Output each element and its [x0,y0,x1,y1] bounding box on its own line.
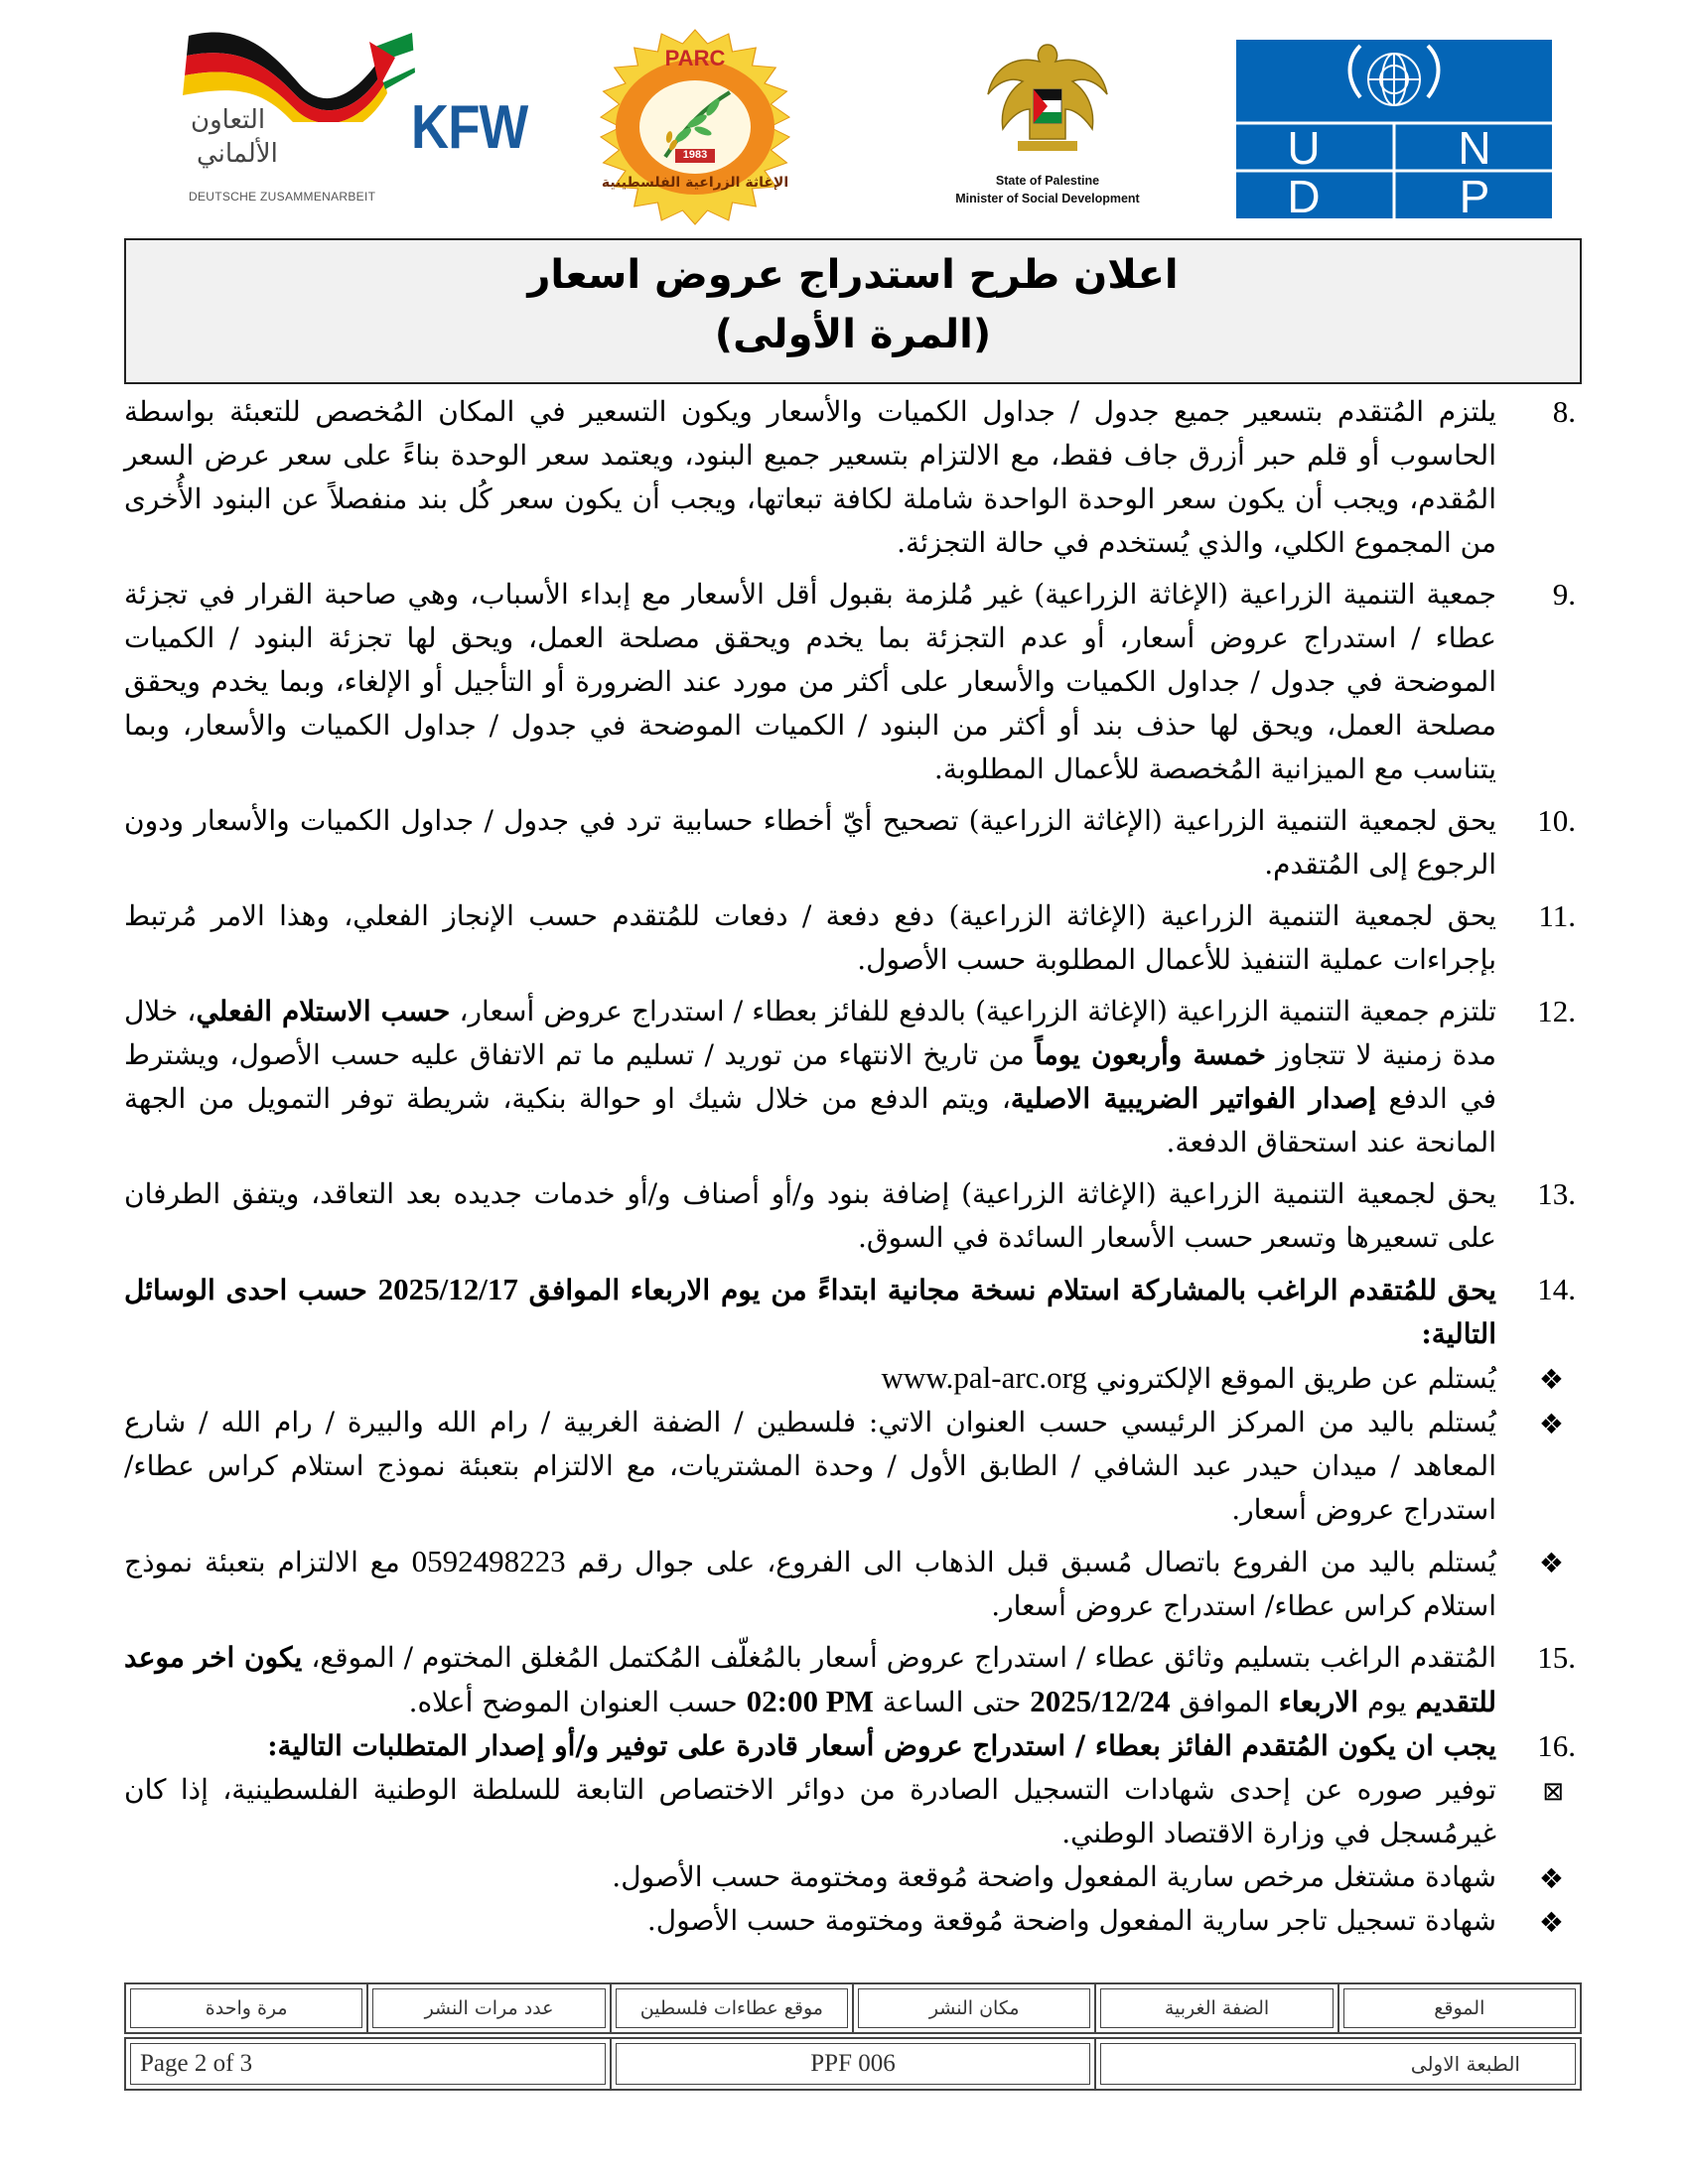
parc-logo [571,28,819,226]
clause-number: 11. [1538,898,1576,933]
clause-14-bullet-branches [124,1540,1584,1628]
clause-16-item-merchant-registration [124,1899,1584,1943]
clause-12-bold-actual-receipt: حسب الاستلام الفعلي [196,995,451,1027]
location-value: الضفة الغربية [1095,1983,1337,2033]
clause-15-part3: الموافق [1170,1686,1279,1718]
clause-12-part1: تلتزم جمعية التنمية الزراعية (الإغاثة الزراعية) بالدفع للفائز بعطاء / استدراج عروض أسعار، [450,995,1496,1027]
clause-15-part4: حتى الساعة [873,1686,1031,1718]
bullet-text: يُستلم باليد من المركز الرئيسي حسب العنوان الاتي: فلسطين / الضفة الغربية / رام الله والبيرة / رام الله / شارع المعاهد / ميدان حيدر عبد الشافي / الطابق الأول / وحدة المشتريات، مع الالتزام بتعبئة نموذج استلام كراس عطاء/ استدراج عروض أسعار. [124,1406,1496,1526]
clause-12-bold-45-days: خمسة وأربعون يوماً [1035,1038,1266,1071]
announcement-subtitle: (المرة الأولى) [714,312,992,357]
phone-number: 0592498223 [411,1544,566,1578]
website-link[interactable]: www.pal-arc.org [881,1360,1087,1395]
undp-letter-d: D [1287,171,1321,218]
clause-14-part2: حسب احدى الوسائل التالية: [124,1274,1496,1350]
location-label: الموقع [1338,1983,1581,2033]
german-flag-swoosh-icon [149,28,417,122]
page-number: Page 2 of 3 [125,2038,611,2090]
clause-12-part4: ، ويتم الدفع من خلال شيك او حوالة بنكية، شريطة توفر التمويل من الجهة المانحة عند استحقاق الدفعة. [124,1082,1496,1159]
state-of-palestine-logo [933,38,1162,216]
palestine-line2: Minister of Social Development [955,192,1140,205]
german-cooperation-logo [149,28,417,216]
document-code: PPF 006 [611,2038,1096,2090]
publication-place-label: مكان النشر [853,1983,1095,2033]
clause-13 [124,1172,1584,1260]
clause-16-item-licensed-operator [124,1855,1584,1899]
clause-12 [124,990,1584,1164]
clause-text: جمعية التنمية الزراعية (الإغاثة الزراعية) غير مُلزمة بقبول أقل الأسعار مع إبداء الأسباب، وهي صاحبة القرار في تجزئة عطاء / استدراج عروض أسعار، أو عدم التجزئة بما يخدم ويحقق مصلحة العمل، ويحق لها تجزئة البنود / الكميات الموضحة في جدول / جداول الكميات والأسعار على أكثر من مورد عند الضرورة أو التأجيل أو الإلغاء، وبما يخدم ويحقق مصلحة العمل، ويحق لها حذف بند أو أكثر من البنود / الكميات الموضحة في جدول / جداول الكميات والأسعار، وبما يتناسب مع الميزانية المُخصصة للأعمال المطلوبة. [124,578,1496,785]
diamond-bullet-icon: ❖ [1538,1862,1564,1895]
clause-text [124,1268,1496,1356]
edition: الطبعة الاولى [1095,2038,1581,2090]
diamond-bullet-icon: ❖ [1538,1547,1564,1579]
publication-count-value: مرة واحدة [125,1983,367,2033]
parc-emblem-icon [571,28,819,226]
clause-number: 14. [1537,1272,1576,1306]
clause-12-bold-invoices: إصدار الفواتير الضريبية الاصلية [1010,1082,1376,1115]
clause-12-part2: ، خلال مدة زمنية لا تتجاوز [124,995,1496,1071]
document-info-table [124,2037,1582,2091]
bullet-branches-part2: مع الالتزام بتعبئة نموذج استلام كراس عطاء/ استدراج عروض أسعار. [124,1546,1496,1622]
bullet-text: توفير صوره عن إحدى شهادات التسجيل الصادرة من دوائر الاختصاص التابعة للسلطة الوطنية الفلسطينية، إذا كان غيرمُسجل في وزارة الاقتصاد الوطني. [124,1773,1497,1849]
publication-count-label: عدد مرات النشر [367,1983,610,2033]
kfw-logo: KFW [411,93,528,162]
table-row [125,2038,1581,2090]
giz-german-text: DEUTSCHE ZUSAMMENARBEIT [189,190,376,204]
clause-number: 12. [1537,994,1576,1028]
bullet-website-text: يُستلم عن طريق الموقع الإلكتروني [1086,1362,1496,1395]
clause-16 [124,1724,1584,1768]
undp-logo [1236,40,1552,218]
clause-14-date: 2025/12/17 [377,1272,518,1306]
clause-number: 10. [1537,803,1576,838]
bullet-text [124,1540,1496,1628]
eagle-emblem-icon [933,38,1162,167]
logo-strip [119,28,1569,226]
clause-text [124,1636,1496,1724]
undp-letter-p: P [1459,171,1490,218]
clause-15-time: 02:00 PM [746,1684,874,1718]
clause-15-bold-deadline: يكون اخر موعد للتقديم [124,1641,1496,1718]
clause-text [124,990,1496,1164]
clause-15-part2: يوم [1358,1686,1416,1718]
clause-number: 16. [1537,1728,1576,1763]
bullet-text: شهادة مشتغل مرخص سارية المفعول واضحة مُوقعة ومختومة حسب الأصول. [612,1860,1496,1893]
clause-text: يحق لجمعية التنمية الزراعية (الإغاثة الزراعية) تصحيح أيّ أخطاء حسابية ترد في جدول / جداول الكميات والأسعار ودون الرجوع إلى المُتقدم. [124,804,1496,881]
clause-15-bold-day: الاربعاء [1278,1686,1359,1718]
clause-14 [124,1268,1584,1356]
parc-arabic-name: الإغاثة الزراعية الفلسطينية [601,175,789,191]
undp-letter-u: U [1287,122,1321,174]
clause-text: يلتزم المُتقدم بتسعير جميع جدول / جداول الكميات والأسعار ويكون التسعير في المكان المُخصص للتعبئة بواسطة الحاسوب أو قلم حبر أزرق جاف فقط، مع الالتزام بتسعير جميع البنود، ويعتمد سعر الوحدة بناءً على سعر عرض السعر المُقدم، ويجب أن يكون سعر الوحدة الواحدة شاملة لكافة تبعاتها، ويجب أن يكون سعر كُل بند منفصلاً عن البنود الأُخرى من المجموع الكلي، والذي يُستخدم في حالة التجزئة. [124,395,1496,559]
table-row [125,1983,1581,2033]
clause-text: يحق لجمعية التنمية الزراعية (الإغاثة الزراعية) دفع دفعة / دفعات للمُتقدم حسب الإنجاز الفعلي، وهذا الامر مُرتبط بإجراءات عملية التنفيذ للأعمال المطلوبة حسب الأصول. [124,899,1496,976]
checkbox-x-icon: ⊠ [1542,1777,1564,1807]
clause-15-part1: المُتقدم الراغب بتسليم وثائق عطاء / استدراج عروض أسعار بالمُغلّف المُكتمل المُغلق المختوم / الموقع، [302,1641,1496,1674]
clause-15 [124,1636,1584,1724]
bullet-branches-part1: يُستلم باليد من الفروع باتصال مُسبق قبل الذهاب الى الفروع، على جوال رقم [565,1546,1497,1578]
undp-letter-n: N [1458,122,1491,174]
clause-text: يحق لجمعية التنمية الزراعية (الإغاثة الزراعية) إضافة بنود و/أو أصناف و/أو خدمات جديده بعد التعاقد، ويتفق الطرفان على تسعيرها وتسعر حسب الأسعار السائدة في السوق. [124,1177,1496,1254]
diamond-bullet-icon: ❖ [1538,1363,1564,1396]
bullet-text: شهادة تسجيل تاجر سارية المفعول واضحة مُوقعة ومختومة حسب الأصول. [646,1904,1496,1937]
clause-number: 15. [1537,1640,1576,1675]
clause-11 [124,894,1584,982]
parc-name: PARC [664,46,726,70]
palestine-line1: State of Palestine [995,174,1100,188]
diamond-bullet-icon: ❖ [1538,1906,1564,1939]
clause-8 [124,390,1584,565]
clause-15-part5: حسب العنوان الموضح أعلاه. [408,1686,747,1718]
parc-year: 1983 [682,149,708,161]
bullet-text [124,1356,1496,1401]
clause-12-part3: من تاريخ الانتهاء من توريد / تسليم ما تم الاتفاق عليه حسب الأصول، ويشترط في الدفع [124,1038,1496,1115]
undp-emblem-icon [1236,40,1552,218]
publication-place-value: موقع عطاءات فلسطين [611,1983,853,2033]
announcement-title-box [124,238,1582,384]
clause-number: 8. [1552,394,1576,429]
clause-14-bullet-main-office [124,1401,1584,1532]
clause-number: 9. [1552,577,1576,612]
clauses-body [124,390,1584,1943]
clause-16-item-registration [124,1768,1584,1855]
announcement-title: اعلان طرح استدراج عروض اسعار [527,252,1179,298]
giz-arabic-line1: التعاون [191,105,266,135]
clause-15-date: 2025/12/24 [1030,1684,1171,1718]
clause-9 [124,573,1584,791]
clause-10 [124,799,1584,887]
clause-number: 13. [1537,1176,1576,1211]
clause-14-part1: يحق للمُتقدم الراغب بالمشاركة استلام نسخة مجانية ابتداءً من يوم الاربعاء الموافق [517,1274,1496,1306]
diamond-bullet-icon: ❖ [1538,1408,1564,1440]
publication-info-table [124,1982,1582,2034]
clause-text: يجب ان يكون المُتقدم الفائز بعطاء / استدراج عروض أسعار قادرة على توفير و/أو إصدار المتطلبات التالية: [267,1729,1496,1762]
clause-14-bullet-website [124,1356,1584,1401]
giz-arabic-line2: الألماني [197,139,278,169]
